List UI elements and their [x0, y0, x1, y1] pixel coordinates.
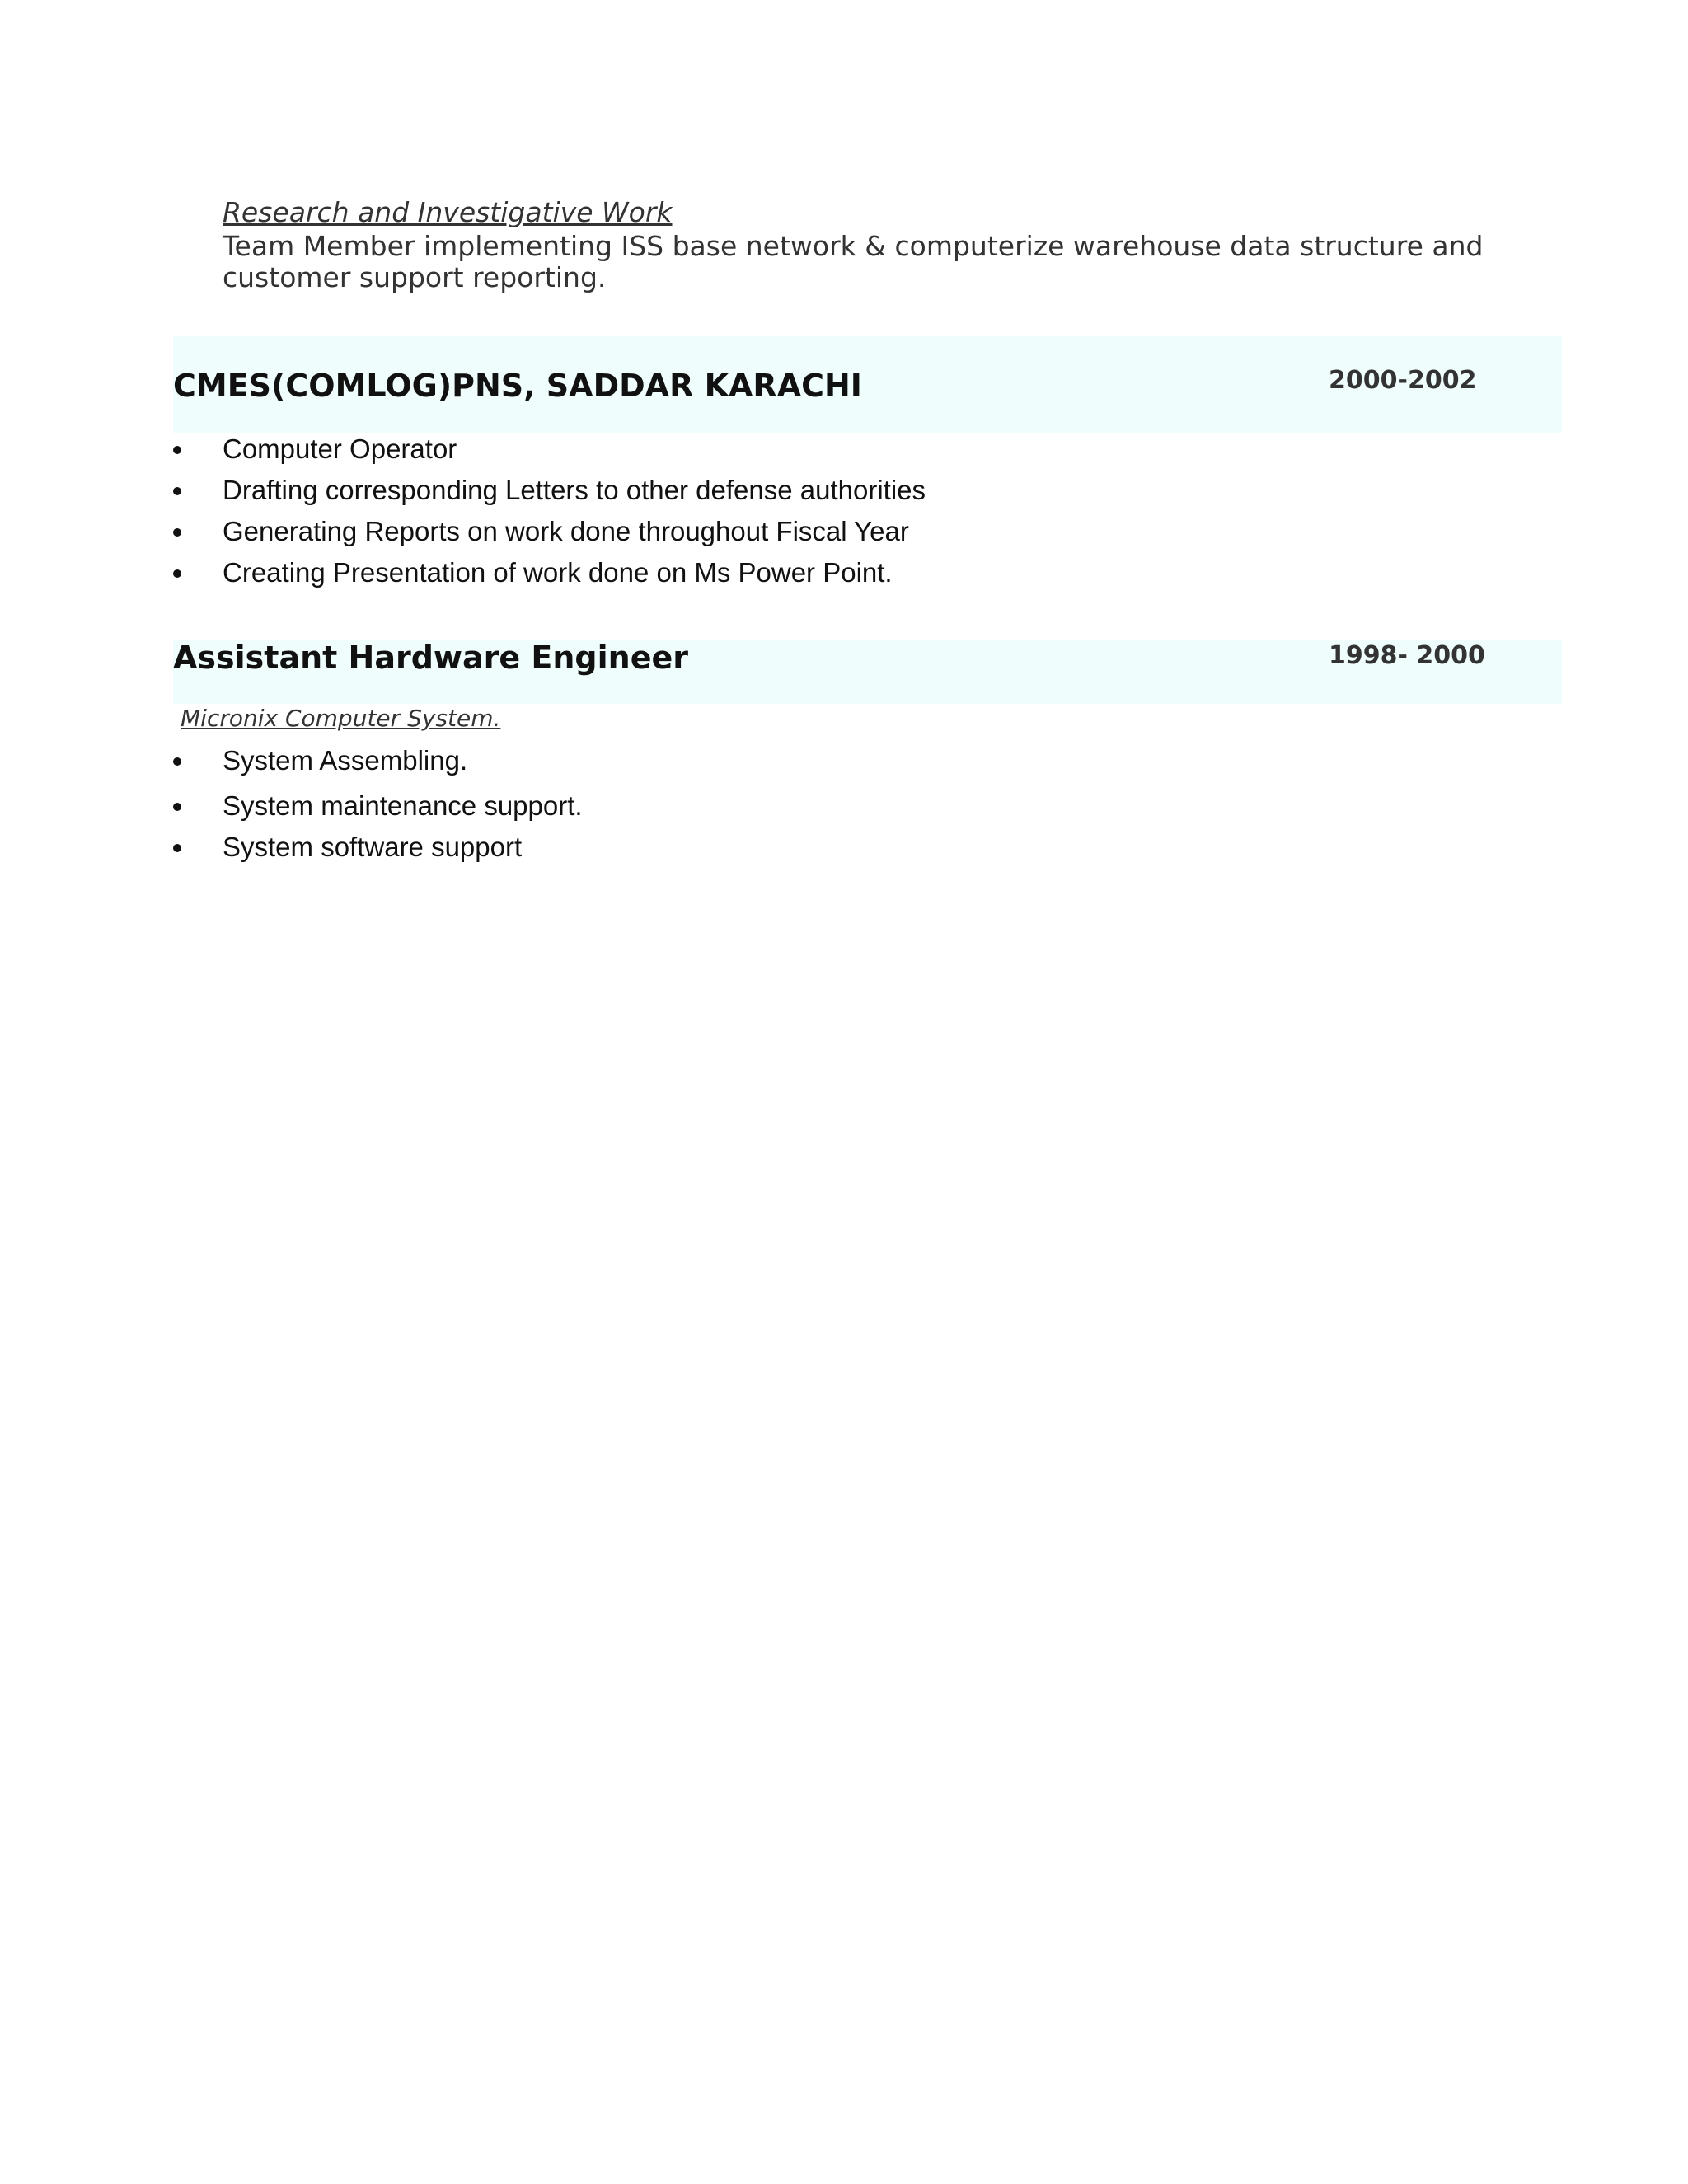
intro-block: [223, 196, 1574, 293]
bullet-icon: [173, 446, 181, 454]
duties-list-hardware-engineer: [173, 740, 583, 868]
intro-description: Team Member implementing ISS base network & computerize warehouse data structure and customer support reporting.: [223, 230, 1484, 293]
bullet-icon: [173, 803, 181, 811]
section-header-cmes: [173, 336, 1562, 433]
section-date: 2000-2002: [1329, 366, 1477, 395]
section-date: 1998- 2000: [1329, 641, 1485, 670]
list-item-text: System software support: [223, 832, 523, 862]
duties-list-cmes: [173, 429, 926, 593]
list-item: [173, 429, 926, 470]
list-item-text: Computer Operator: [223, 434, 457, 464]
list-item: [173, 827, 583, 868]
intro-title: Research and Investigative Work: [223, 196, 673, 228]
section-title: Assistant Hardware Engineer: [173, 640, 688, 676]
list-item-text: Creating Presentation of work done on Ms Power Point.: [223, 557, 893, 588]
list-item: [173, 740, 583, 781]
company-name: Micronix Computer System.: [181, 705, 501, 732]
list-item-text: Drafting corresponding Letters to other defense authorities: [223, 475, 926, 505]
section-title: CMES(COMLOG)PNS, SADDAR KARACHI: [173, 368, 862, 404]
list-item-text: Generating Reports on work done throughout Fiscal Year: [223, 516, 909, 546]
bullet-icon: [173, 757, 181, 766]
bullet-icon: [173, 487, 181, 495]
section-header-hardware-engineer: [173, 640, 1562, 704]
bullet-icon: [173, 569, 181, 578]
list-item: [173, 511, 926, 552]
list-item: [173, 470, 926, 511]
list-item-text: System maintenance support.: [223, 790, 583, 821]
list-item-text: System Assembling.: [223, 745, 468, 776]
list-item: [173, 552, 926, 593]
list-item: [173, 785, 583, 827]
bullet-icon: [173, 528, 181, 537]
bullet-icon: [173, 844, 181, 852]
